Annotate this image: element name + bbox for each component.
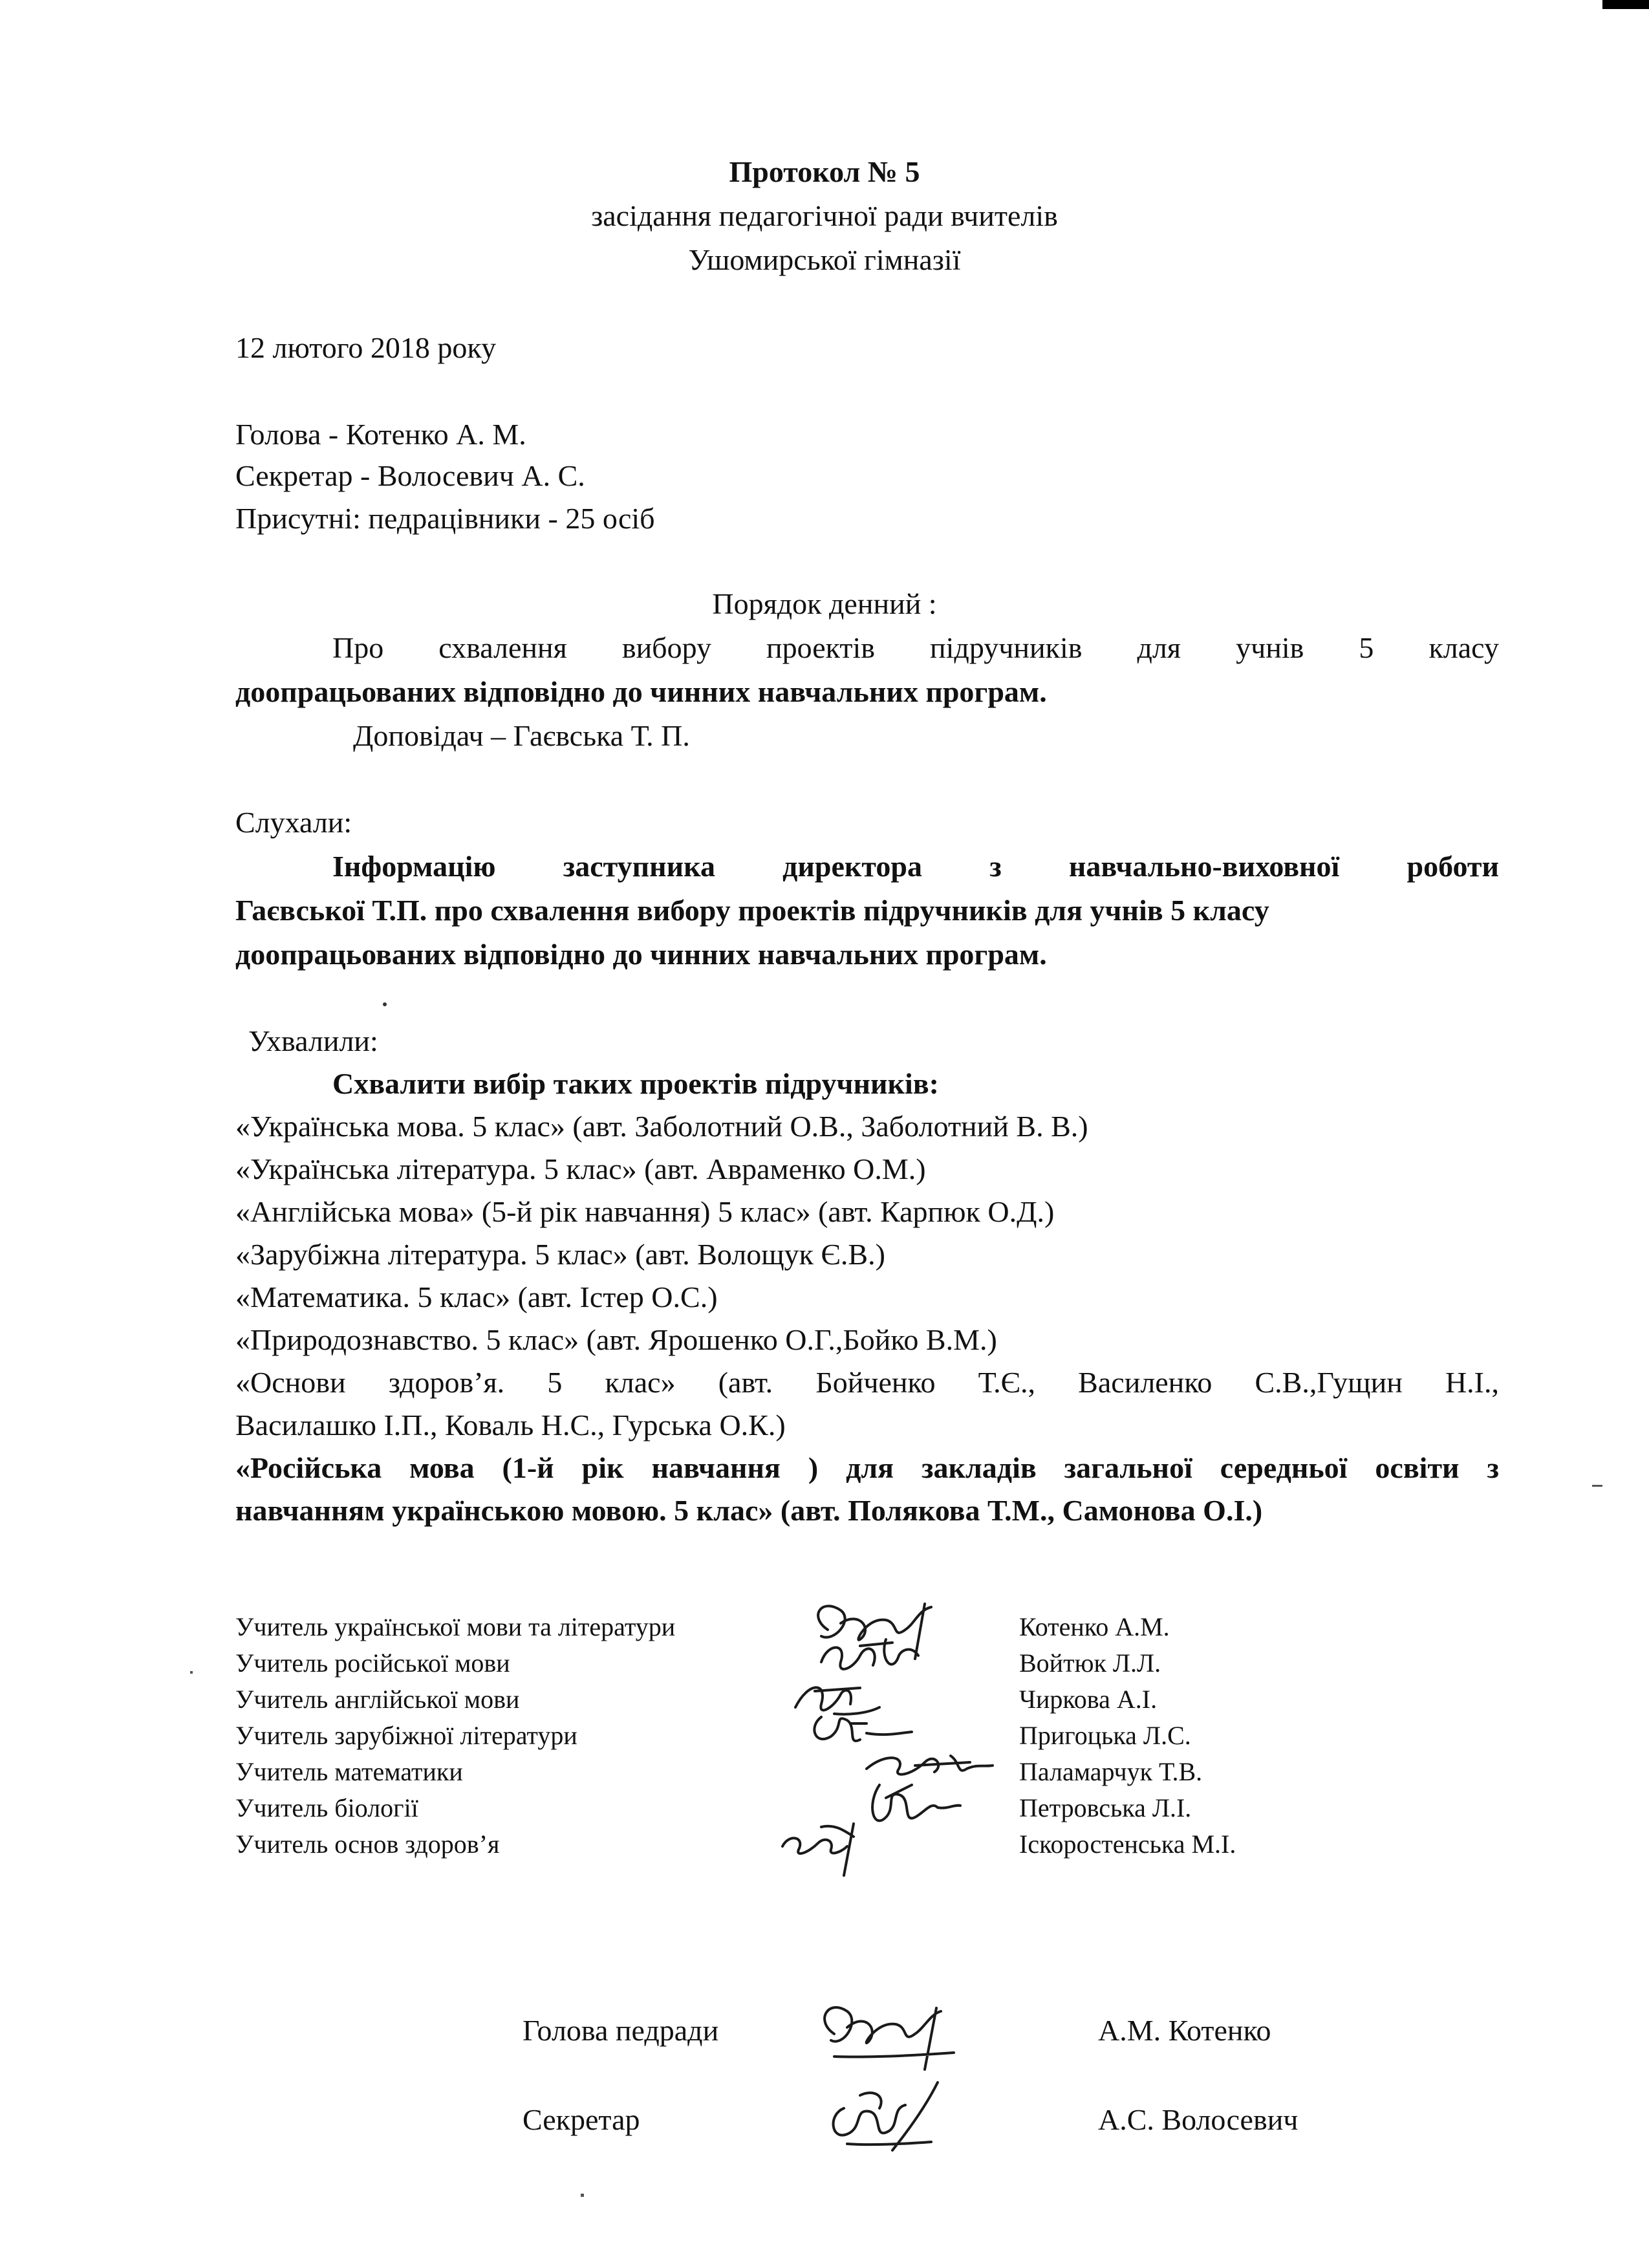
footer-secretary-label: Секретар: [523, 2103, 640, 2136]
book-item: «Англійська мова» (5-й рік навчання) 5 клас» (авт. Карпюк О.Д.): [235, 1195, 1055, 1228]
book-item: «Українська література. 5 клас» (авт. Авраменко О.М.): [235, 1152, 926, 1185]
resolved-heading: Ухвалили:: [248, 1024, 378, 1057]
teacher-role: Учитель математики: [235, 1757, 463, 1786]
book-item: «Російська мова (1-й рік навчання ) для закладів загальної середньої освіти з: [235, 1451, 1499, 1484]
present-line: Присутні: педрацівники - 25 осіб: [235, 502, 655, 535]
scan-speck: [190, 1671, 193, 1674]
teacher-role: Учитель російської мови: [235, 1648, 510, 1678]
scan-speck: [1592, 1485, 1602, 1487]
teacher-name: Іскоростенська М.І.: [1019, 1830, 1236, 1859]
book-item: «Природознавство. 5 клас» (авт. Ярошенко О.Г.,Бойко В.М.): [235, 1323, 997, 1356]
book-item: «Зарубіжна література. 5 клас» (авт. Волощук Є.В.): [235, 1238, 885, 1271]
chair-line: Голова - Котенко А. М.: [235, 418, 526, 451]
book-item: «Основи здоров’я. 5 клас» (авт. Бойченко Т.Є., Василенко С.В.,Гущин Н.І.,: [235, 1366, 1499, 1399]
agenda-heading: Порядок денний :: [712, 587, 937, 620]
agenda-line1: Про схвалення вибору проектів підручників для учнів 5 класу: [332, 631, 1499, 664]
teacher-name: Паламарчук Т.В.: [1019, 1757, 1203, 1786]
signature-secretary: [808, 2069, 957, 2160]
teacher-name: Котенко А.М.: [1019, 1612, 1170, 1641]
heard-line3: доопрацьованих відповідно до чинних навчальних програм.: [235, 938, 1047, 971]
scan-speck: [581, 2194, 584, 2197]
agenda-line2: доопрацьованих відповідно до чинних навчальних програм.: [235, 675, 1047, 708]
protocol-subtitle-line1: засідання педагогічної ради вчителів: [591, 199, 1058, 232]
teacher-name: Петровська Л.І.: [1019, 1793, 1192, 1822]
resolved-intro: Схвалити вибір таких проектів підручників:: [332, 1067, 939, 1100]
footer-chair-label: Голова педради: [523, 2014, 719, 2047]
footer-chair-name: А.М. Котенко: [1098, 2014, 1271, 2047]
stray-dot: [383, 1002, 387, 1006]
scan-corner-mark: [1602, 0, 1649, 9]
teacher-role: Учитель біології: [235, 1793, 418, 1822]
secretary-line: Секретар - Волосевич А. С.: [235, 459, 585, 492]
footer-secretary-name: А.С. Волосевич: [1098, 2103, 1299, 2136]
teacher-name: Пригоцька Л.С.: [1019, 1721, 1191, 1750]
book-item: Василашко І.П., Коваль Н.С., Гурська О.К.): [235, 1409, 786, 1442]
teacher-name: Войтюк Л.Л.: [1019, 1648, 1161, 1678]
signature-teacher-7: [770, 1811, 899, 1882]
book-item: навчанням українською мовою. 5 клас» (авт. Полякова Т.М., Самонова О.І.): [235, 1494, 1263, 1527]
heard-line2: Гаєвської Т.П. про схвалення вибору проектів підручників для учнів 5 класу: [235, 894, 1269, 927]
heard-line1: Інформацію заступника директора з навчально-виховної роботи: [332, 850, 1499, 883]
teacher-name: Чиркова А.І.: [1019, 1685, 1158, 1714]
heard-heading: Слухали:: [235, 806, 352, 839]
signature-chair: [808, 1985, 964, 2076]
teacher-role: Учитель основ здоров’я: [235, 1830, 500, 1859]
agenda-speaker: Доповідач – Гаєвська Т. П.: [353, 719, 690, 752]
teacher-role: Учитель англійської мови: [235, 1685, 520, 1714]
protocol-subtitle-line2: Ушомирської гімназії: [688, 243, 961, 276]
teacher-role: Учитель зарубіжної літератури: [235, 1721, 577, 1750]
teacher-role: Учитель української мови та літератури: [235, 1612, 676, 1641]
protocol-title: Протокол № 5: [729, 155, 920, 188]
book-item: «Українська мова. 5 клас» (авт. Заболотний О.В., Заболотний В. В.): [235, 1110, 1088, 1143]
meeting-date: 12 лютого 2018 року: [235, 331, 497, 364]
book-item: «Математика. 5 клас» (авт. Істер О.С.): [235, 1280, 718, 1313]
